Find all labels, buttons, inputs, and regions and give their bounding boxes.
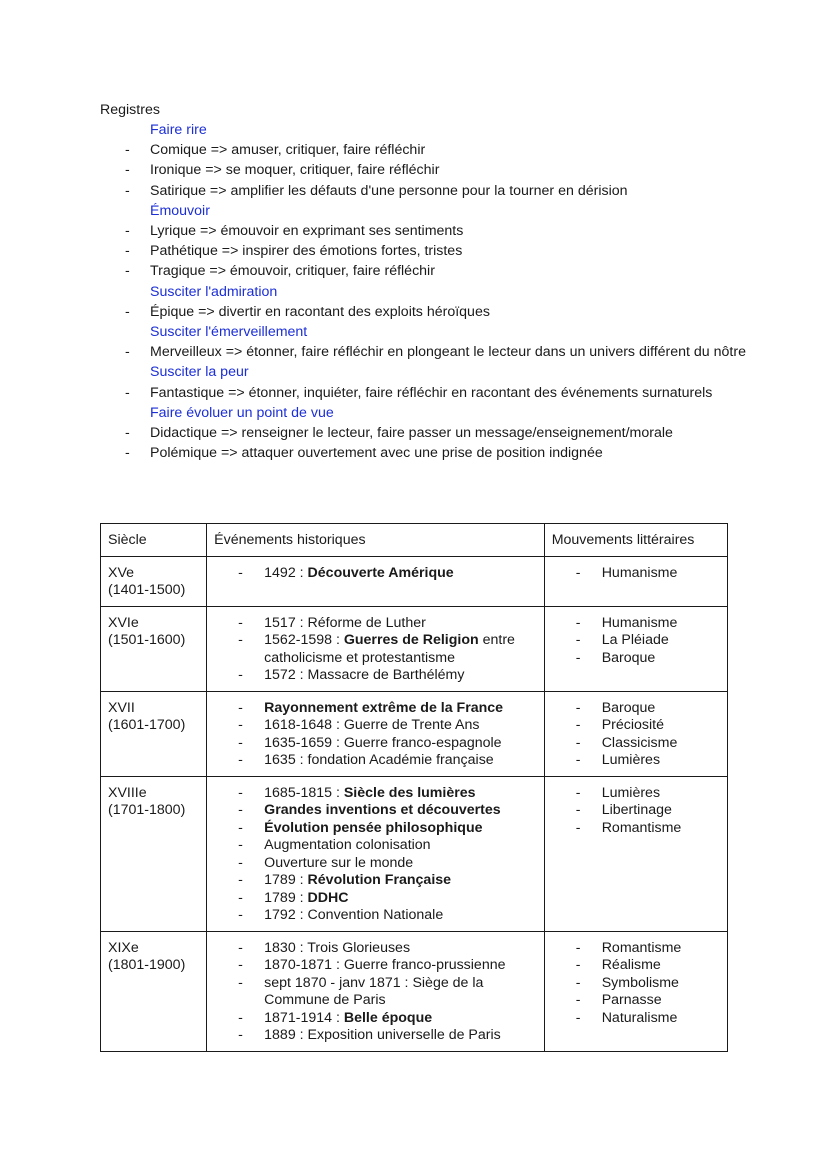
cell-evenements (207, 606, 545, 691)
bullet-dash: - (125, 243, 130, 260)
table-header-row (101, 524, 728, 557)
header-siecle: Siècle (101, 524, 207, 557)
history-table (100, 523, 728, 1052)
mouvement-text: Humanisme (601, 564, 678, 581)
mouvement-item (545, 735, 721, 753)
mouvement-text: Parnasse (601, 992, 662, 1008)
event-text-prefix: 1830 : Trois Glorieuses (264, 939, 411, 956)
event-item (207, 717, 538, 735)
mouvement-item (545, 940, 721, 958)
event-text-prefix: 1685-1815 : (264, 784, 344, 801)
event-text-prefix: 1562-1598 : (264, 632, 344, 648)
cell-mouvements (544, 776, 727, 931)
mouvement-text: Naturalisme (601, 1009, 678, 1026)
bullet-dash: - (125, 182, 130, 199)
event-text-prefix: 1789 : (264, 889, 308, 906)
mouvement-item (545, 957, 721, 975)
header-mouvements: Mouvements littéraires (544, 524, 727, 557)
register-item (100, 342, 760, 362)
register-item-text: Tragique => émouvoir, critiquer, faire réfléchir (150, 263, 435, 280)
mouvement-item (545, 752, 721, 770)
registres-title: Registres (100, 102, 160, 118)
cell-siecle (101, 556, 207, 606)
bullet-dash: - (575, 717, 581, 733)
cell-evenements (207, 691, 545, 776)
event-text-bold: Révolution Française (307, 872, 452, 888)
bullet-dash: - (238, 699, 243, 716)
mouvement-text: Classicisme (601, 734, 678, 751)
siecle-label: XIXe (108, 939, 139, 956)
bullet-dash: - (238, 564, 243, 581)
event-text-prefix: 1492 : (264, 564, 308, 581)
register-item (100, 423, 760, 443)
mouvement-item (545, 820, 721, 838)
register-item-text: Didactique => renseigner le lecteur, faire passer un message/enseignement/morale (150, 425, 673, 442)
bullet-dash: - (575, 974, 581, 991)
bullet-dash: - (575, 802, 581, 818)
bullet-dash: - (238, 784, 243, 801)
bullet-dash: - (238, 632, 243, 648)
event-text-prefix: sept 1870 - janv 1871 : Siège de la Commune de Paris (264, 974, 484, 1008)
event-item (207, 820, 538, 838)
register-item-text: Fantastique => étonner, inquiéter, faire réfléchir en racontant des événements surnaturels (150, 384, 713, 401)
bullet-dash: - (238, 667, 243, 683)
register-item (100, 241, 760, 261)
siecle-label: XVII (108, 699, 135, 716)
siecle-period: (1501-1600) (108, 632, 186, 648)
bullet-dash: - (575, 734, 581, 751)
event-item (207, 837, 538, 855)
event-text-bold: DDHC (307, 889, 349, 906)
register-item (100, 160, 760, 180)
cell-siecle (101, 691, 207, 776)
event-text-prefix: 1635-1659 : Guerre franco-espagnole (264, 734, 502, 751)
bullet-dash: - (125, 344, 130, 361)
bullet-dash: - (125, 142, 130, 159)
event-text-bold: Évolution pensée philosophique (264, 819, 483, 836)
event-text-suffix: entre catholicisme et protestantisme (264, 632, 515, 666)
register-item-text: Comique => amuser, critiquer, faire réfléchir (150, 142, 426, 159)
event-item (207, 1010, 538, 1028)
register-item (100, 261, 760, 281)
event-text-prefix: 1871-1914 : (264, 1009, 344, 1026)
mouvement-item (545, 992, 721, 1010)
bullet-dash: - (575, 1009, 581, 1026)
siecle-period: (1401-1500) (108, 582, 186, 598)
bullet-dash: - (238, 802, 243, 818)
bullet-dash: - (575, 939, 581, 956)
table-row (101, 691, 728, 776)
bullet-dash: - (238, 854, 243, 871)
event-item (207, 700, 538, 718)
table-row (101, 606, 728, 691)
bullet-dash: - (575, 819, 581, 836)
bullet-dash: - (125, 425, 130, 442)
mouvement-item (545, 632, 721, 650)
cell-evenements (207, 931, 545, 1051)
register-item (100, 383, 760, 403)
bullet-dash: - (125, 223, 130, 240)
bullet-dash: - (575, 992, 581, 1008)
bullet-dash: - (238, 957, 243, 973)
siecle-period: (1601-1700) (108, 717, 186, 733)
mouvement-item (545, 700, 721, 718)
mouvement-item (545, 615, 721, 633)
event-text-bold: Découverte Amérique (307, 564, 454, 581)
mouvement-text: Libertinage (601, 802, 672, 818)
event-text-bold: Grandes inventions et découvertes (264, 802, 501, 818)
bullet-dash: - (575, 614, 581, 631)
siecle-label: XVIIIe (108, 784, 147, 801)
event-text-prefix: 1517 : Réforme de Luther (264, 614, 426, 631)
event-item (207, 735, 538, 753)
event-text-prefix: 1635 : fondation Académie française (264, 752, 494, 768)
mouvement-text: Humanisme (601, 614, 678, 631)
mouvement-text: Baroque (601, 699, 656, 716)
mouvement-item (545, 785, 721, 803)
event-item (207, 1027, 538, 1045)
event-item (207, 940, 538, 958)
event-item (207, 615, 538, 633)
cell-evenements (207, 556, 545, 606)
siecle-label: XVIe (108, 614, 139, 631)
event-item (207, 890, 538, 908)
event-text-bold: Belle époque (343, 1009, 433, 1026)
register-group-heading: Émouvoir (150, 202, 210, 219)
event-item (207, 957, 538, 975)
mouvement-item (545, 565, 721, 583)
bullet-dash: - (575, 957, 581, 973)
mouvement-item (545, 650, 721, 668)
cell-mouvements (544, 931, 727, 1051)
register-item-text: Merveilleux => étonner, faire réfléchir en plongeant le lecteur dans un univers différent du nôtre (150, 344, 746, 361)
bullet-dash: - (238, 939, 243, 956)
register-item-text: Lyrique => émouvoir en exprimant ses sentiments (150, 223, 464, 240)
event-text-prefix: 1618-1648 : Guerre de Trente Ans (264, 717, 480, 733)
event-item (207, 632, 538, 667)
bullet-dash: - (238, 734, 243, 751)
register-group-heading: Susciter l'admiration (150, 283, 278, 300)
event-text-bold: Guerres de Religion (343, 632, 479, 648)
event-item (207, 667, 538, 685)
bullet-dash: - (238, 717, 243, 733)
event-text-prefix: 1789 : (264, 872, 308, 888)
bullet-dash: - (238, 974, 243, 991)
header-evenements: Événements historiques (207, 524, 545, 557)
register-group-heading: Susciter l'émerveillement (150, 324, 308, 341)
mouvement-item (545, 1010, 721, 1028)
bullet-dash: - (238, 614, 243, 631)
mouvement-text: Romantisme (601, 939, 682, 956)
bullet-dash: - (575, 564, 581, 581)
register-item (100, 221, 760, 241)
bullet-dash: - (575, 649, 581, 666)
cell-siecle (101, 776, 207, 931)
cell-mouvements (544, 556, 727, 606)
bullet-dash: - (575, 752, 581, 768)
siecle-period: (1801-1900) (108, 957, 186, 973)
event-text-prefix: Augmentation colonisation (264, 837, 431, 853)
register-item (100, 302, 760, 322)
register-item-text: Satirique => amplifier les défauts d'une personne pour la tourner en dérision (150, 182, 628, 199)
event-text-prefix: 1889 : Exposition universelle de Paris (264, 1027, 501, 1043)
cell-evenements (207, 776, 545, 931)
mouvement-text: La Pléiade (601, 632, 669, 648)
bullet-dash: - (125, 263, 130, 280)
event-text-prefix: 1572 : Massacre de Barthélémy (264, 667, 465, 683)
register-group-heading: Susciter la peur (150, 364, 249, 381)
mouvement-item (545, 975, 721, 993)
cell-mouvements (544, 691, 727, 776)
table-body (101, 556, 728, 1051)
event-item (207, 872, 538, 890)
bullet-dash: - (238, 889, 243, 906)
register-item (100, 140, 760, 160)
bullet-dash: - (238, 907, 243, 923)
siecle-label: XVe (108, 564, 135, 581)
bullet-dash: - (238, 752, 243, 768)
bullet-dash: - (125, 384, 130, 401)
register-item-text: Polémique => attaquer ouvertement avec une prise de position indignée (150, 445, 603, 462)
mouvement-text: Réalisme (601, 957, 661, 973)
mouvement-item (545, 717, 721, 735)
event-item (207, 907, 538, 925)
register-group-heading: Faire rire (150, 122, 207, 138)
mouvement-text: Symbolisme (601, 974, 679, 991)
event-text-prefix: Ouverture sur le monde (264, 854, 414, 871)
bullet-dash: - (125, 162, 130, 179)
table-row (101, 556, 728, 606)
bullet-dash: - (238, 837, 243, 853)
event-item (207, 785, 538, 803)
registres-groups (100, 120, 760, 463)
mouvement-text: Romantisme (601, 819, 682, 836)
table-row (101, 776, 728, 931)
bullet-dash: - (575, 784, 581, 801)
mouvement-text: Lumières (601, 784, 661, 801)
table-row (101, 931, 728, 1051)
register-item-text: Pathétique => inspirer des émotions fortes, tristes (150, 243, 463, 260)
bullet-dash: - (575, 632, 581, 648)
bullet-dash: - (575, 699, 581, 716)
siecle-period: (1701-1800) (108, 802, 186, 818)
register-item-text: Ironique => se moquer, critiquer, faire réfléchir (150, 162, 440, 179)
event-text-prefix: 1792 : Convention Nationale (264, 907, 444, 923)
bullet-dash: - (125, 303, 130, 320)
mouvement-text: Préciosité (601, 717, 664, 733)
event-text-prefix: 1870-1871 : Guerre franco-prussienne (264, 957, 506, 973)
bullet-dash: - (238, 1009, 243, 1026)
event-item (207, 752, 538, 770)
register-group-heading: Faire évoluer un point de vue (150, 404, 334, 421)
register-item (100, 181, 760, 201)
event-text-bold: Rayonnement extrême de la France (264, 699, 504, 716)
register-item-text: Épique => divertir en racontant des exploits héroïques (150, 303, 490, 320)
bullet-dash: - (238, 872, 243, 888)
registres-section (100, 100, 760, 463)
event-item (207, 975, 538, 1010)
cell-siecle (101, 931, 207, 1051)
bullet-dash: - (125, 445, 130, 462)
mouvement-item (545, 802, 721, 820)
bullet-dash: - (238, 819, 243, 836)
cell-siecle (101, 606, 207, 691)
event-item (207, 802, 538, 820)
bullet-dash: - (238, 1027, 243, 1043)
event-text-bold: Siècle des lumières (343, 784, 476, 801)
event-item (207, 855, 538, 873)
register-item (100, 443, 760, 463)
mouvement-text: Lumières (601, 752, 661, 768)
mouvement-text: Baroque (601, 649, 656, 666)
cell-mouvements (544, 606, 727, 691)
event-item (207, 565, 538, 583)
